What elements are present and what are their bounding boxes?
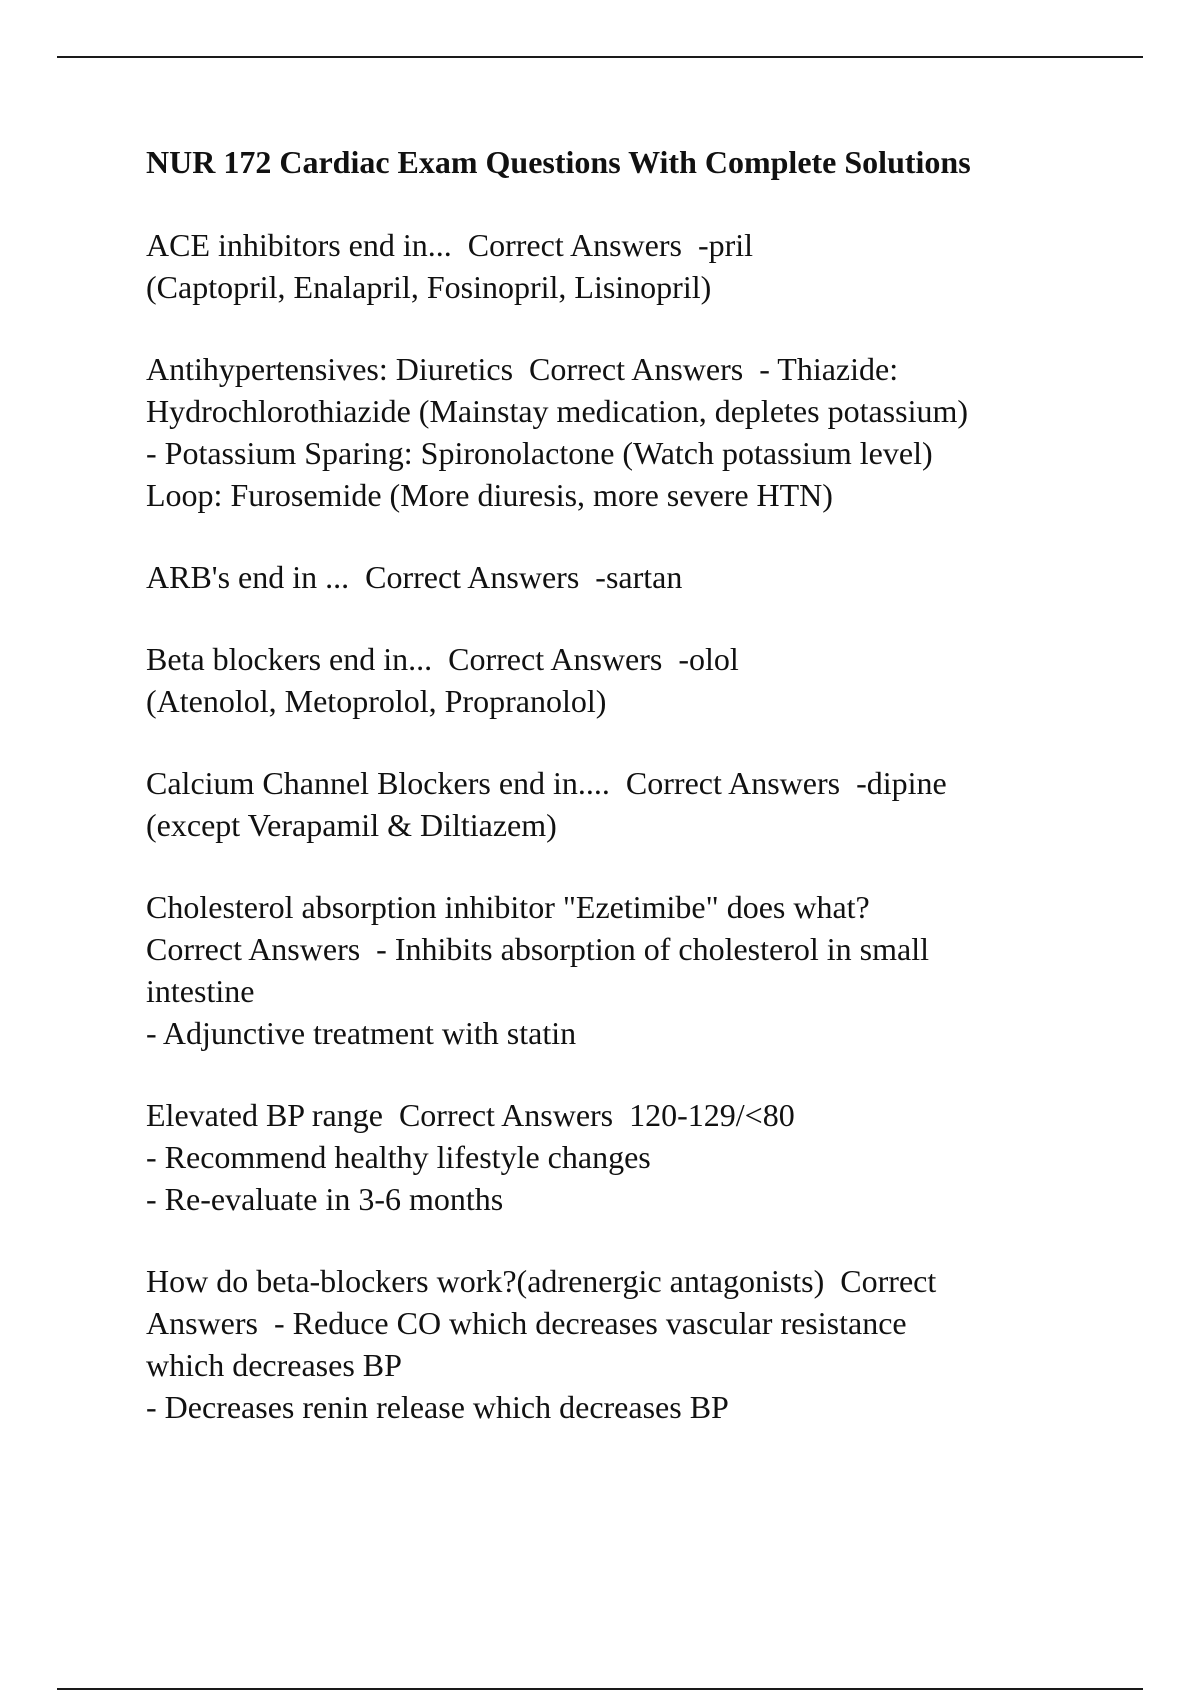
qa-line: - Re-evaluate in 3-6 months bbox=[146, 1181, 504, 1217]
top-rule bbox=[57, 56, 1143, 58]
qa-item-elevated-bp bbox=[146, 1094, 1146, 1220]
qa-line: Calcium Channel Blockers end in.... Correct Answers -dipine bbox=[146, 765, 947, 801]
qa-item-arbs bbox=[146, 556, 1146, 598]
qa-line: (except Verapamil & Diltiazem) bbox=[146, 807, 557, 843]
qa-line: ACE inhibitors end in... Correct Answers -pril bbox=[146, 227, 754, 263]
qa-line: which decreases BP bbox=[146, 1347, 402, 1383]
document-title: NUR 172 Cardiac Exam Questions With Complete Solutions bbox=[146, 144, 971, 180]
qa-line: Antihypertensives: Diuretics Correct Answers - Thiazide: bbox=[146, 351, 899, 387]
qa-item-diuretics bbox=[146, 348, 1146, 516]
qa-item-beta-blockers-mechanism bbox=[146, 1260, 1146, 1428]
qa-line: Beta blockers end in... Correct Answers -olol bbox=[146, 641, 739, 677]
qa-line: - Potassium Sparing: Spironolactone (Watch potassium level) bbox=[146, 435, 933, 471]
qa-line: - Adjunctive treatment with statin bbox=[146, 1015, 577, 1051]
qa-line: - Recommend healthy lifestyle changes bbox=[146, 1139, 651, 1175]
qa-line: Correct Answers - Inhibits absorption of cholesterol in small bbox=[146, 931, 929, 967]
qa-line: Cholesterol absorption inhibitor "Ezetimibe" does what? bbox=[146, 889, 870, 925]
qa-line: Answers - Reduce CO which decreases vascular resistance bbox=[146, 1305, 907, 1341]
qa-line: - Decreases renin release which decreases BP bbox=[146, 1389, 729, 1425]
qa-item-ace-inhibitors bbox=[146, 224, 1146, 308]
document-body bbox=[146, 140, 1146, 1468]
qa-line: (Captopril, Enalapril, Fosinopril, Lisinopril) bbox=[146, 269, 712, 305]
qa-line: intestine bbox=[146, 973, 255, 1009]
qa-item-calcium-channel-blockers bbox=[146, 762, 1146, 846]
qa-item-beta-blockers bbox=[146, 638, 1146, 722]
qa-line: Elevated BP range Correct Answers 120-129/<80 bbox=[146, 1097, 795, 1133]
bottom-rule bbox=[57, 1688, 1143, 1690]
qa-list bbox=[146, 224, 1146, 1428]
qa-line: Hydrochlorothiazide (Mainstay medication, depletes potassium) bbox=[146, 393, 968, 429]
qa-line: (Atenolol, Metoprolol, Propranolol) bbox=[146, 683, 607, 719]
qa-line: Loop: Furosemide (More diuresis, more severe HTN) bbox=[146, 477, 833, 513]
qa-item-ezetimibe bbox=[146, 886, 1146, 1054]
qa-line: How do beta-blockers work?(adrenergic antagonists) Correct bbox=[146, 1263, 937, 1299]
qa-line: ARB's end in ... Correct Answers -sartan bbox=[146, 559, 683, 595]
